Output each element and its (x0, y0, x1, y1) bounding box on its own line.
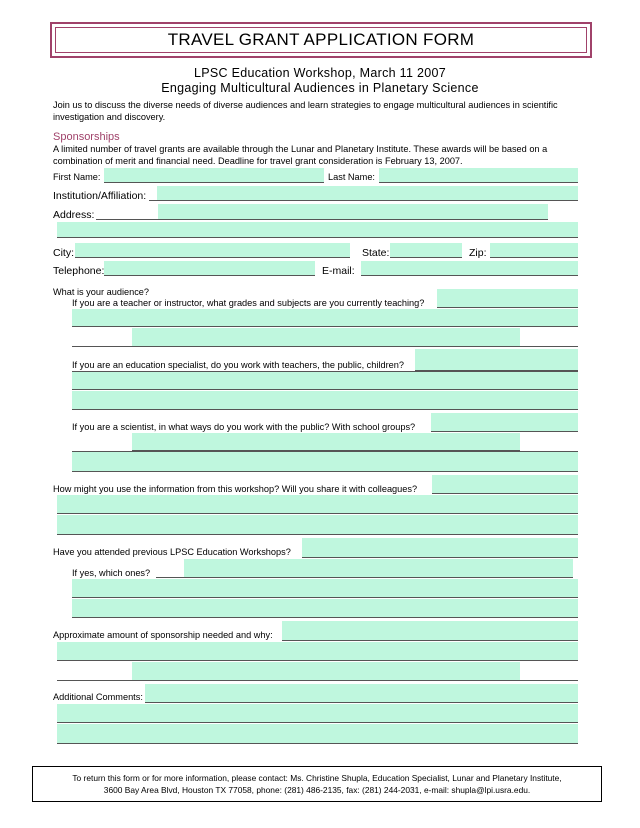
amount-question: Approximate amount of sponsorship needed and why: (53, 630, 273, 640)
sponsorships-heading: Sponsorships (53, 131, 120, 143)
which-ones-question: If yes, which ones? (72, 568, 151, 578)
contact-footer (32, 766, 602, 802)
teacher-answer-line1[interactable] (437, 289, 578, 308)
specialist-answer-line3[interactable] (72, 391, 578, 410)
institution-label: Institution/Affiliation: (53, 190, 147, 202)
scientist-question: If you are a scientist, in what ways do you work with the public? With school groups? (72, 422, 416, 432)
specialist-answer-line1[interactable] (415, 349, 578, 371)
workshop-theme: Engaging Multicultural Audiences in Planetary Science (161, 81, 479, 95)
comments-answer-line2[interactable] (57, 704, 578, 723)
telephone-label: Telephone: (53, 265, 105, 277)
which-ones-rule (156, 577, 184, 578)
zip-field[interactable] (490, 243, 578, 258)
first-name-label: First Name: (53, 172, 101, 182)
amount-answer-line2[interactable] (57, 642, 578, 661)
amount-answer-line3[interactable] (132, 662, 520, 681)
audience-question: What is your audience? (53, 287, 150, 297)
scientist-answer-line1[interactable] (431, 413, 578, 432)
title-box (50, 22, 592, 58)
teacher-question: If you are a teacher or instructor, what grades and subjects are you currently teaching? (72, 298, 425, 308)
amount-answer-line1[interactable] (282, 621, 578, 641)
workshop-date: LPSC Education Workshop, March 11 2007 (193, 66, 447, 80)
which-ones-answer-line3[interactable] (72, 599, 578, 618)
scientist-answer-line2[interactable] (132, 433, 520, 451)
footer-line2: 3600 Bay Area Blvd, Houston TX 77058, phone: (281) 486-2135, fax: (281) 244-2031, e-mail: shupla@lpi.usra.edu. (103, 785, 531, 795)
email-label: E-mail: (322, 265, 355, 277)
attended-question: Have you attended previous LPSC Education Workshops? (53, 547, 291, 557)
attended-answer[interactable] (302, 538, 578, 558)
use-info-answer-line3[interactable] (57, 515, 578, 535)
institution-field[interactable] (157, 186, 578, 201)
use-info-answer-line2[interactable] (57, 495, 578, 514)
institution-rule (149, 200, 157, 201)
last-name-field[interactable] (379, 168, 578, 183)
city-field[interactable] (75, 243, 350, 258)
comments-answer-line3[interactable] (57, 724, 578, 744)
sponsorships-text: A limited number of travel grants are available through the Lunar and Planetary Institute. These awards will be based on a combination of merit and financial need. Deadline for travel grant consideration is February 13, 2007. (53, 144, 548, 166)
state-field[interactable] (390, 243, 462, 258)
address-rule (96, 219, 158, 220)
email-field[interactable] (361, 261, 578, 276)
zip-label: Zip: (469, 247, 487, 259)
address-field-line1[interactable] (158, 204, 548, 220)
specialist-question: If you are an education specialist, do you work with teachers, the public, children? (72, 360, 404, 370)
city-label: City: (53, 247, 74, 259)
scientist-answer-line3[interactable] (72, 452, 578, 472)
use-info-answer-line1[interactable] (432, 475, 578, 494)
telephone-field[interactable] (104, 261, 315, 276)
first-name-field[interactable] (104, 168, 324, 183)
specialist-answer-line2[interactable] (72, 372, 578, 390)
form-title: TRAVEL GRANT APPLICATION FORM (55, 27, 587, 53)
which-ones-answer-line2[interactable] (72, 579, 578, 598)
intro-text: Join us to discuss the diverse needs of diverse audiences and learn strategies to engage multicultural audiences in scientific investigation and discovery. (53, 100, 558, 122)
footer-line1: To return this form or for more information, please contact: Ms. Christine Shupla, Education Specialist, Lunar and Planetary Institute, (72, 773, 562, 783)
state-label: State: (362, 247, 390, 259)
use-info-question: How might you use the information from this workshop? Will you share it with colleagues? (53, 484, 418, 494)
teacher-answer-line3[interactable] (132, 328, 520, 347)
last-name-label: Last Name: (328, 172, 375, 182)
teacher-answer-line2[interactable] (72, 309, 578, 327)
comments-answer-line1[interactable] (145, 684, 578, 703)
which-ones-answer-line1[interactable] (184, 559, 573, 578)
comments-label: Additional Comments: (53, 692, 143, 702)
address-label: Address: (53, 209, 95, 221)
address-field-line2[interactable] (57, 222, 578, 238)
